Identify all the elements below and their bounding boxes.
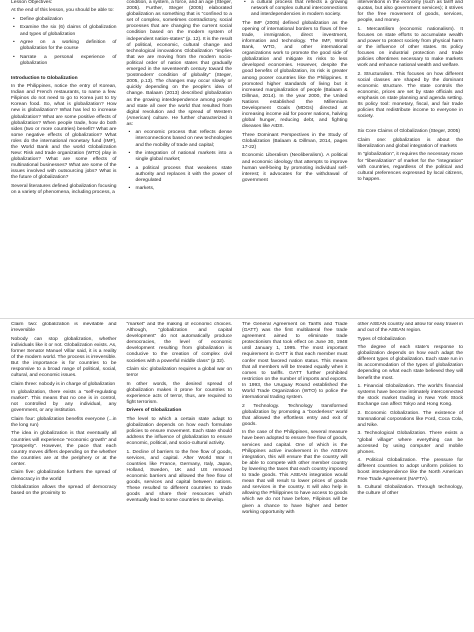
paragraph: Lesson Objectives: — [11, 0, 53, 5]
paragraph: Nobody can stop globalization, whether individuals like it or not. Globalization exists. As, former Senator Manuel Villar said, it is a reality of the modern world. The process is irreversible. But the importance is for countries to be responsive to a broad range of political, social, cultural, and economic issues. — [11, 336, 117, 379]
paragraph: In other words, the desired spread of globalization makes it prone for countries to experience acts of terror, thus, are required to fight terrorism. — [126, 381, 232, 405]
paragraph: other ASEAN country and allow for easy travel in and out of the ASEAN region. — [357, 322, 463, 334]
paragraph: Types of Globalization — [357, 336, 406, 342]
paragraph: In the case of the Philippines, several measure have been adopted to ensure free flow of goods, services and capital. One of which is the Philippines active involvement in the ASEAN integration, this will ensure that the country will be able to compete with other member country by lowering the taxes that each country imposed to trade goods. This ASEAN integration would mean that will result to lower prices of goods and services in the country. It will also help in allowing the Philippines to have access to goods which we do not have before, Filipinos will be given a chance to have higher and better working opportunity with — [242, 430, 348, 515]
paragraph: The IMF (2005) defined globalization as the opening of international borders to flows of free trade, immigration, direct investment, information and technology. The IMF, World Bank, WTO, and other international organizations work to promote the good side of globalization and mitigate its risks to less developed economies. However, despite the good benefits of globalization, its risk is greater among poorer countries like the Philippines. It promoted higher standards of living but it increased marginalization of people (Balaam & Dillman, 2014). In the year 2000, the United Nations established the Millennium Development Goals (MDGs) directed at increasing income aid for poorer nations, halving global hunger, reducing debt, and fighting diseases like AIDS. — [242, 20, 348, 130]
paragraph: interventions in the economy (such as tariff and quotas, but also government services); it strives for the free movement of goods, services, people, and money. — [357, 0, 463, 24]
paragraph: Claim six: globalization requires a global war on terror — [126, 367, 232, 379]
bullet-item: • a cultural process that reflects a growing network of complex cultural interconnections and interdependencies in modern society. — [242, 0, 348, 18]
paragraph: 2. Structuralism. This focuses on how different social classes are shaped by the dominant economic structure. The state controls the economic, prices are set by state officials and emphasis on state planning and agenda setting. Its policy tool: monetary, fiscal, and fair trade policies that redistribute income to everyone in society. — [357, 71, 463, 120]
bullet-item: • a political process that weakens state authority and replaces it with the power of deregulated — [127, 166, 233, 184]
column — [237, 0, 353, 316]
paragraph: Three Dominant Perspectives in the Study of Globalization (Balaam & Dillman, 2014, pages 17-22) — [242, 132, 348, 150]
paragraph: Globalization allows the spread of democracy based on the proximity to — [11, 484, 117, 497]
paragraph: At the end of this lesson, you should be able to: — [11, 8, 114, 14]
section-heading: Drivers of Globalization — [126, 408, 182, 414]
bullet-item: • the integration of national markets into a single global market; — [127, 151, 233, 163]
paragraph: In the Philippines, notice the entry of Korean, Indian and French restaurants, to name a few. Filipinos do not need to go to Korea just to try Korean food. So, what is globalization? How new is globalization? What has led to increase globalization? What are some positive effects of globalization? When people trade, how do both sides (two or more countries) benefit? What are some negative effects of globalization? What roles do the international monetary fund (IMF), the World Bank and the world Globalization New: Risk and trade organization (WTO) play in globalization? What are some effects of multinational businesses? What are some of the issues involved with outsourcing jobs? What is the future of globalization? — [11, 84, 117, 181]
paragraph: Economic Liberalism (Neoliberalism). A political and economic ideology that attempts to improve human well-being by promoting individual self-interest; it advocates for the withdrawal of government — [242, 153, 348, 183]
bullet-item: • Narrate a personal experience of globalization — [11, 55, 117, 67]
bottom-page — [0, 322, 474, 632]
page-divider — [0, 318, 474, 319]
bullet-item: • an economic process that reflects dense interconnections based on new technologies and the mobility of trade and capital; — [127, 130, 233, 148]
bullet-item: • Define globalization — [11, 17, 117, 23]
paragraph: 5. Cultural Globalization. Through technology, the culture of other — [357, 484, 463, 497]
column — [6, 322, 122, 632]
column — [122, 0, 238, 316]
paragraph: Several literatures defined globalization focusing on a variety of phenomena, including process, a — [11, 183, 117, 196]
paragraph: 1. Mercantilism (economic nationalism). It focuses on state efforts to accumulate wealth and power to protect society from physical harm or the influence of other states. Its policy focuses on industrial protection and trade policies oftentimes necessary to make markets work and enhance national wealth and welfare. — [357, 26, 463, 69]
bullet-item: • Agree on a working definition of globalization for the course — [11, 40, 117, 52]
column — [353, 0, 469, 316]
paragraph: Claim four: globalization benefits everyone (...in the long run) — [11, 416, 117, 428]
paragraph: In globalization, there exists a "self-regulating market". This means that no one is in control, not controlled by any individual, any government, or any institution. — [11, 390, 117, 414]
column — [122, 322, 238, 632]
spacer — [358, 123, 464, 127]
paragraph: Claim one: globalization is about the liberalization and global integration of markets — [357, 137, 463, 149]
paragraph: condition, a system, a force, and an age (Steger, 2005). Further, Steger (2005) elaborated globalization as something that is "confined to a set of complex, sometimes contradictory, social processes that are changing the current social condition based on the modern system of independent nation-states" (p. 12). It is the result of political, economic, cultural change and technological innovations Globalization "implies that we are moving from the modern socio-political order of nation states that gradually emerged in the seventeenth century toward the 'postmodern' condition of globality" (Steger, 2005, p.13). The changes may occur slowly or quickly depending on the people's idea of change. Balaam (2013) described globalization as the growing interdependence among people and state all over the world that resulted from digital revolution and the spread of Western (American) culture. He further characterized it as: — [126, 0, 232, 127]
column — [353, 322, 469, 632]
column — [6, 0, 122, 316]
bullet-item: • markets, — [127, 186, 233, 192]
paragraph: 3. Technological Globalization. There exists a "global village" where everything can be accessed by using computer and mobile phones. — [357, 431, 463, 455]
section-heading: Introduction to Globalization — [11, 75, 78, 81]
paragraph: In "globalization", it requires the necessary move for "liberalization" of market for the "integration" with countries, regardless of the political and cultural preferences expressed by local citizens, to happen. — [357, 152, 463, 182]
spacer — [11, 69, 117, 73]
column — [237, 322, 353, 632]
paragraph: Claim two: globalization is inevitable and irreversible — [11, 322, 117, 334]
paragraph: 1. Decline of barriers to the free flow of goods, services, and capital. After World War II countries like France, Germany, Italy, Japan, Holland, Sweden, UK and US removed economic barriers and allowed the free flow of goods, services and capital between nations. These resulted to different countries to trade goods and share their resources which eventually lead to some countries to develop. — [126, 449, 232, 504]
paragraph: Claim five: globalization furthers the spread of democracy in the world — [11, 470, 117, 482]
paragraph: 2 Technology. Technology transformed globalization by promoting a "borderless" world that allowed the effortless entry and exit of goods. — [242, 403, 348, 427]
paragraph: The level to which a certain state adapt to globalization depends on how each formulate policies to ensure movement. Each state should address the influence of globalization to ensure economic, political, and socio-cultural activity. — [126, 416, 232, 447]
paragraph: 4. Political Globalization. The pressure for different countries to adopt uniform policies to boost interdependence like the North American Free Trade Agreement (NAFTA). — [357, 458, 463, 482]
paragraph: Claim three: nobody is in charge of globalization — [11, 381, 116, 387]
paragraph: 2. Economic Globalization. The existence of transnational corporations like Ford, Coca Cola, and Nike. — [357, 410, 463, 428]
paragraph: The General Agreement on Tariffs and Trade (GATT) was the first multilateral free trade agreement aimed to eliminate trade protectionism that took effect on June 30, 1948 until January 1, 1995. The most important requirement in GATT is that each member must confer most favored nation status. This means that all members will be treated equally when it comes to tariffs. GATT further prohibited restriction on the number of imports and exports. In 1993, the Uruguay Round established the World Trade Organization (WTO) to police the international trading system. — [242, 322, 348, 401]
paragraph: The idea in globalization is that eventually all countries will experience "economic growth" and "prosperity". However, the pace that each country moves differs depending on the whether the countries are at the periphery or at the center. — [11, 431, 117, 467]
bullet-item: • Examine the six (6) claims of globalization and types of globalization — [11, 25, 117, 37]
paragraph: Six Core Claims of Globalization (Steger, 2005) — [357, 129, 460, 135]
paragraph: "market" and the making of economic choices. Although, "globalization and capital development" do not automatically produce democracies, the level of economic development resulting from globalization is conducive to the creation of complex civil societies with a powerful middle class" (p 32). — [126, 322, 232, 364]
paragraph: 1. Financial Globalization. The world's financial systems have become intimately interconnected the stock market trading in New York Stock Exchange can affect Tokyo and Hong Kong. — [357, 384, 463, 408]
paragraph: The degree of each state's response to globalization depends on how each adapt the different types of globalization. Each state run in its accommodation of the types of globalization depending on what each state believed they will benefit the most. — [357, 345, 463, 381]
